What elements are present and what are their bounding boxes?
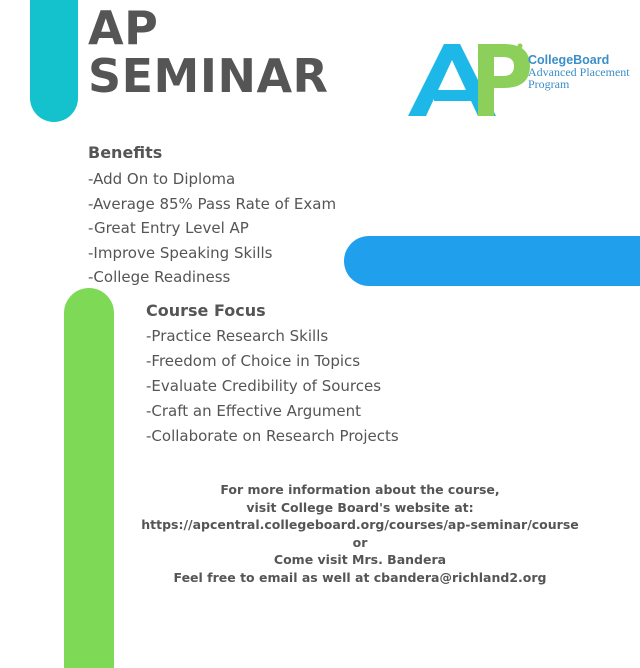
contact-or: or [352, 534, 368, 550]
logo-brand: CollegeBoard [528, 53, 610, 67]
benefits-section [88, 142, 336, 290]
blue-accent-bar [344, 236, 640, 286]
logo-wordmark [528, 54, 630, 90]
list-item: -Great Entry Level AP [88, 219, 249, 237]
contact-line-4: Come visit Mrs. Bandera [273, 552, 447, 567]
list-item: -Add On to Diploma [88, 170, 236, 188]
registered-mark-icon [518, 44, 523, 49]
title-line-1: AP [88, 1, 159, 55]
contact-info [0, 481, 640, 586]
page-title [88, 1, 329, 103]
contact-email-line[interactable]: Feel free to email as well at cbandera@richland2.org [173, 569, 547, 585]
title-line-2: SEMINAR [88, 49, 329, 103]
list-item: -Evaluate Credibility of Sources [146, 377, 382, 395]
logo-line-1: Advanced Placement [528, 65, 630, 79]
list-item: -Average 85% Pass Rate of Exam [88, 194, 337, 213]
contact-line-2: visit College Board's website at: [246, 499, 474, 515]
course-focus-title: Course Focus [146, 301, 266, 320]
benefits-list [88, 167, 336, 290]
course-url-link[interactable]: https://apcentral.collegeboard.org/courses/ap-seminar/course [141, 517, 579, 532]
course-focus-list [146, 324, 399, 449]
list-item: -Practice Research Skills [146, 327, 329, 345]
benefits-title: Benefits [88, 143, 163, 162]
list-item: -College Readiness [88, 268, 231, 286]
course-focus-section [146, 300, 399, 449]
logo-line-2: Program [528, 77, 570, 91]
ap-logo-p-icon [478, 44, 530, 116]
list-item: -Collaborate on Research Projects [146, 427, 399, 445]
list-item: -Improve Speaking Skills [88, 243, 273, 262]
list-item: -Freedom of Choice in Topics [146, 352, 361, 370]
teal-accent-bar [30, 0, 78, 122]
list-item: -Craft an Effective Argument [146, 402, 362, 420]
green-accent-bar [64, 288, 114, 668]
contact-line-1: For more information about the course, [220, 482, 500, 497]
